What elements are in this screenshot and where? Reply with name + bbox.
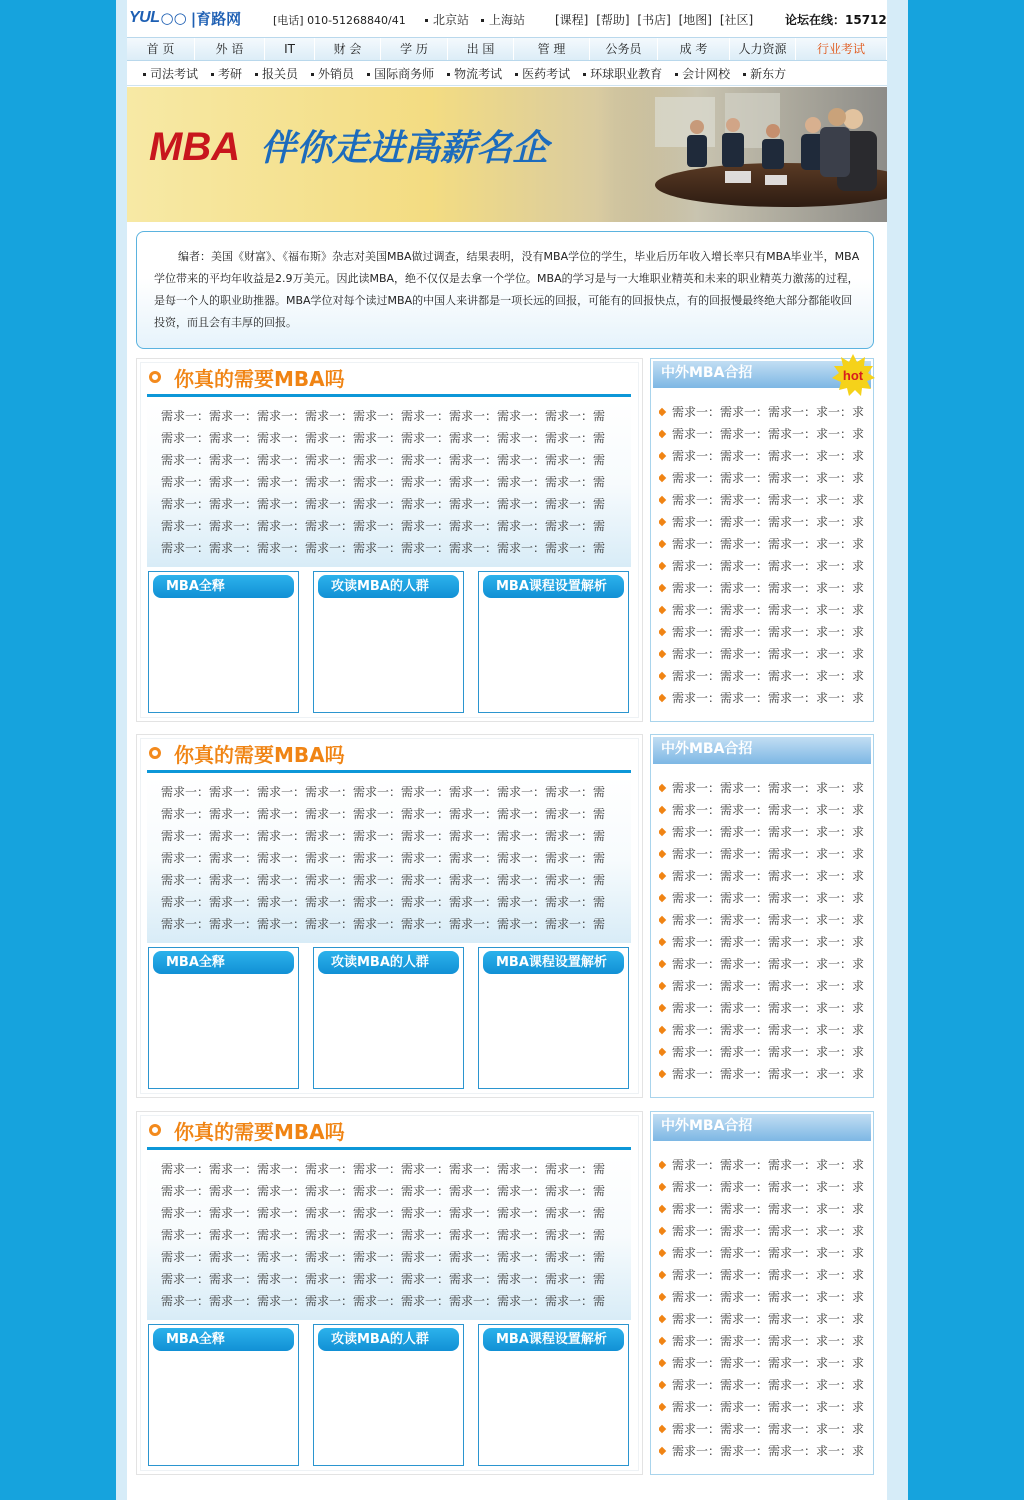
subnav-item-export-sales[interactable]: 外销员	[311, 65, 354, 82]
topic-box-mba-explained	[148, 1324, 299, 1466]
logo-latin: YUL	[129, 9, 160, 26]
diamond-bullet-icon	[659, 650, 666, 658]
intro-box	[136, 231, 874, 349]
title-divider	[147, 1147, 631, 1150]
banner-slogan: 伴你走进高薪名企	[260, 127, 549, 168]
subnav-item-global-edu[interactable]: 环球职业教育	[583, 65, 662, 82]
diamond-bullet-icon	[659, 584, 666, 592]
section-3	[136, 1111, 876, 1475]
banner-mba: MBA	[149, 125, 241, 169]
diamond-bullet-icon	[659, 474, 666, 482]
list-item[interactable]: 需求一：需求一：需求一：需求一：需求一：需求一：需求一：需求一：需求一：需	[161, 519, 606, 533]
topic-box-header[interactable]: MBA课程设置解析	[483, 1328, 624, 1351]
side-list-item[interactable]: 需求一：需求一：需求一：求一：求	[659, 1176, 871, 1198]
side-list-item[interactable]: 需求一：需求一：需求一：求一：求	[659, 665, 871, 687]
list-item[interactable]: 需求一：需求一：需求一：需求一：需求一：需求一：需求一：需求一：需求一：需	[161, 807, 606, 821]
subnav-item-logistics[interactable]: 物流考试	[447, 65, 502, 82]
side-list-item[interactable]: 需求一：需求一：需求一：求一：求	[659, 799, 871, 821]
side-list-item[interactable]: 需求一：需求一：需求一：求一：求	[659, 777, 871, 799]
section-main	[136, 1111, 643, 1475]
side-list-item[interactable]: 需求一：需求一：需求一：求一：求	[659, 1063, 871, 1085]
diamond-bullet-icon	[659, 828, 666, 836]
topic-box-curriculum	[478, 947, 629, 1089]
diamond-bullet-icon	[659, 960, 666, 968]
side-list-item[interactable]: 需求一：需求一：需求一：求一：求	[659, 511, 871, 533]
side-panel-title: 中外MBA合招	[653, 361, 871, 388]
subnav-item-judicial[interactable]: 司法考试	[143, 65, 198, 82]
section-main	[136, 734, 643, 1098]
needs-list	[147, 1154, 631, 1320]
section-title: 你真的需要MBA吗	[149, 740, 345, 766]
list-item[interactable]: 需求一：需求一：需求一：需求一：需求一：需求一：需求一：需求一：需求一：需	[161, 475, 606, 489]
diamond-bullet-icon	[659, 1447, 666, 1455]
nav-item-languages[interactable]: 外 语	[195, 38, 265, 60]
diamond-bullet-icon	[659, 938, 666, 946]
list-item[interactable]: 需求一：需求一：需求一：需求一：需求一：需求一：需求一：需求一：需求一：需	[161, 431, 606, 445]
topic-box-header[interactable]: 攻读MBA的人群	[318, 575, 459, 598]
side-list-item[interactable]: 需求一：需求一：需求一：求一：求	[659, 533, 871, 555]
topic-box-header[interactable]: 攻读MBA的人群	[318, 951, 459, 974]
side-panel	[650, 734, 874, 1098]
side-list-item[interactable]: 需求一：需求一：需求一：求一：求	[659, 1396, 871, 1418]
side-list-item[interactable]: 需求一：需求一：需求一：求一：求	[659, 1198, 871, 1220]
topic-boxes	[148, 571, 630, 713]
side-list-item[interactable]: 需求一：需求一：需求一：求一：求	[659, 1220, 871, 1242]
nav-item-finance[interactable]: 财 会	[315, 38, 381, 60]
side-list-item[interactable]: 需求一：需求一：需求一：求一：求	[659, 599, 871, 621]
nav-item-management[interactable]: 管 理	[514, 38, 590, 60]
banner-headline	[149, 120, 548, 171]
side-list-item[interactable]: 需求一：需求一：需求一：求一：求	[659, 1264, 871, 1286]
subnav-item-postgrad[interactable]: 考研	[211, 65, 242, 82]
side-list-item[interactable]: 需求一：需求一：需求一：求一：求	[659, 1330, 871, 1352]
nav-item-industry-exam[interactable]: 行业考试	[796, 38, 887, 60]
diamond-bullet-icon	[659, 540, 666, 548]
diamond-bullet-icon	[659, 606, 666, 614]
list-item[interactable]: 需求一：需求一：需求一：需求一：需求一：需求一：需求一：需求一：需求一：需	[161, 453, 606, 467]
side-list-item[interactable]: 需求一：需求一：需求一：求一：求	[659, 931, 871, 953]
logo-chinese-name: |育路网	[190, 9, 242, 28]
side-list-item[interactable]: 需求一：需求一：需求一：求一：求	[659, 821, 871, 843]
ring-bullet-icon	[149, 1124, 161, 1136]
nav-item-it[interactable]: IT	[265, 38, 315, 60]
side-list-item[interactable]: 需求一：需求一：需求一：求一：求	[659, 1041, 871, 1063]
diamond-bullet-icon	[659, 1048, 666, 1056]
side-list-item[interactable]: 需求一：需求一：需求一：求一：求	[659, 909, 871, 931]
side-list-item[interactable]: 需求一：需求一：需求一：求一：求	[659, 643, 871, 665]
section-main	[136, 358, 643, 722]
diamond-bullet-icon	[659, 1425, 666, 1433]
nav-item-study-abroad[interactable]: 出 国	[448, 38, 514, 60]
diamond-bullet-icon	[659, 1359, 666, 1367]
diamond-bullet-icon	[659, 628, 666, 636]
list-item[interactable]: 需求一：需求一：需求一：需求一：需求一：需求一：需求一：需求一：需求一：需	[161, 541, 606, 555]
list-item[interactable]: 需求一：需求一：需求一：需求一：需求一：需求一：需求一：需求一：需求一：需	[161, 873, 606, 887]
section-1	[136, 358, 876, 722]
side-panel	[650, 1111, 874, 1475]
title-divider	[147, 394, 631, 397]
side-panel	[650, 358, 874, 722]
topic-box-header[interactable]: MBA全释	[153, 951, 294, 974]
side-list-item[interactable]: 需求一：需求一：需求一：求一：求	[659, 1418, 871, 1440]
side-list-item[interactable]: 需求一：需求一：需求一：求一：求	[659, 1352, 871, 1374]
diamond-bullet-icon	[659, 1315, 666, 1323]
side-list-item[interactable]: 需求一：需求一：需求一：求一：求	[659, 1308, 871, 1330]
side-list-item[interactable]: 需求一：需求一：需求一：求一：求	[659, 1019, 871, 1041]
side-panel-title: 中外MBA合招	[653, 737, 871, 764]
topic-box-target-group	[313, 1324, 464, 1466]
diamond-bullet-icon	[659, 1004, 666, 1012]
side-list-item[interactable]: 需求一：需求一：需求一：求一：求	[659, 1374, 871, 1396]
diamond-bullet-icon	[659, 1337, 666, 1345]
phone-number: [电话] 010-51268840/41	[273, 14, 406, 27]
side-list-item[interactable]: 需求一：需求一：需求一：求一：求	[659, 445, 871, 467]
side-list	[659, 777, 871, 1085]
page-wrapper	[116, 0, 908, 1500]
list-item[interactable]: 需求一：需求一：需求一：需求一：需求一：需求一：需求一：需求一：需求一：需	[161, 1228, 606, 1242]
side-list-item[interactable]: 需求一：需求一：需求一：求一：求	[659, 423, 871, 445]
subnav-item-new-oriental[interactable]: 新东方	[743, 65, 786, 82]
side-list-item[interactable]: 需求一：需求一：需求一：求一：求	[659, 975, 871, 997]
needs-list	[147, 401, 631, 567]
side-list-item[interactable]: 需求一：需求一：需求一：求一：求	[659, 997, 871, 1019]
diamond-bullet-icon	[659, 1403, 666, 1411]
side-list-item[interactable]: 需求一：需求一：需求一：求一：求	[659, 887, 871, 909]
list-item[interactable]: 需求一：需求一：需求一：需求一：需求一：需求一：需求一：需求一：需求一：需	[161, 895, 606, 909]
diamond-bullet-icon	[659, 982, 666, 990]
diamond-bullet-icon	[659, 1381, 666, 1389]
diamond-bullet-icon	[659, 430, 666, 438]
side-list	[659, 1154, 871, 1462]
list-item[interactable]: 需求一：需求一：需求一：需求一：需求一：需求一：需求一：需求一：需求一：需	[161, 1250, 606, 1264]
side-list-item[interactable]: 需求一：需求一：需求一：求一：求	[659, 467, 871, 489]
topic-box-header[interactable]: MBA全释	[153, 575, 294, 598]
nav-item-hr[interactable]: 人力资源	[730, 38, 796, 60]
list-item[interactable]: 需求一：需求一：需求一：需求一：需求一：需求一：需求一：需求一：需求一：需	[161, 1294, 606, 1308]
side-list-item[interactable]: 需求一：需求一：需求一：求一：求	[659, 489, 871, 511]
topic-box-target-group	[313, 947, 464, 1089]
nav-item-home[interactable]: 首 页	[127, 38, 195, 60]
side-list-item[interactable]: 需求一：需求一：需求一：求一：求	[659, 1154, 871, 1176]
nav-item-education[interactable]: 学 历	[381, 38, 448, 60]
topic-box-target-group	[313, 571, 464, 713]
side-list-item[interactable]: 需求一：需求一：需求一：求一：求	[659, 1242, 871, 1264]
top-links	[555, 11, 757, 28]
link-community[interactable]: [社区]	[719, 13, 754, 27]
page-container	[127, 0, 887, 1500]
diamond-bullet-icon	[659, 1227, 666, 1235]
hot-badge-icon	[831, 353, 875, 397]
diamond-bullet-icon	[659, 496, 666, 504]
diamond-bullet-icon	[659, 1249, 666, 1257]
hot-badge-label: hot	[842, 368, 864, 383]
section-2	[136, 734, 876, 1098]
subnav-item-intl-business[interactable]: 国际商务师	[367, 65, 434, 82]
list-item[interactable]: 需求一：需求一：需求一：需求一：需求一：需求一：需求一：需求一：需求一：需	[161, 785, 606, 799]
subnav-item-customs[interactable]: 报关员	[255, 65, 298, 82]
topic-boxes	[148, 1324, 630, 1466]
ring-bullet-icon	[149, 371, 161, 383]
diamond-bullet-icon	[659, 518, 666, 526]
side-panel-title: 中外MBA合招	[653, 1114, 871, 1141]
list-item[interactable]: 需求一：需求一：需求一：需求一：需求一：需求一：需求一：需求一：需求一：需	[161, 1184, 606, 1198]
diamond-bullet-icon	[659, 1205, 666, 1213]
subnav-item-accounting[interactable]: 会计网校	[675, 65, 730, 82]
forum-online-count: 论坛在线：15712	[785, 13, 887, 27]
side-list-item[interactable]: 需求一：需求一：需求一：求一：求	[659, 687, 871, 709]
meeting-photo	[615, 87, 887, 222]
title-divider	[147, 770, 631, 773]
link-courses[interactable]: [课程]	[555, 13, 589, 27]
side-list-item[interactable]: 需求一：需求一：需求一：求一：求	[659, 401, 871, 423]
station-link-beijing[interactable]: 北京站	[425, 11, 469, 28]
diamond-bullet-icon	[659, 872, 666, 880]
topic-boxes	[148, 947, 630, 1089]
diamond-bullet-icon	[659, 1161, 666, 1169]
side-list-item[interactable]: 需求一：需求一：需求一：求一：求	[659, 1440, 871, 1462]
top-bar	[127, 0, 887, 36]
main-nav	[127, 37, 887, 61]
side-list-item[interactable]: 需求一：需求一：需求一：求一：求	[659, 953, 871, 975]
list-item[interactable]: 需求一：需求一：需求一：需求一：需求一：需求一：需求一：需求一：需求一：需	[161, 1272, 606, 1286]
diamond-bullet-icon	[659, 1070, 666, 1078]
list-item[interactable]: 需求一：需求一：需求一：需求一：需求一：需求一：需求一：需求一：需求一：需	[161, 497, 606, 511]
station-link-shanghai[interactable]: 上海站	[481, 11, 525, 28]
diamond-bullet-icon	[659, 1183, 666, 1191]
section-title: 你真的需要MBA吗	[149, 364, 345, 390]
list-item[interactable]: 需求一：需求一：需求一：需求一：需求一：需求一：需求一：需求一：需求一：需	[161, 829, 606, 843]
diamond-bullet-icon	[659, 1271, 666, 1279]
topic-box-header[interactable]: 攻读MBA的人群	[318, 1328, 459, 1351]
topic-box-header[interactable]: MBA课程设置解析	[483, 575, 624, 598]
diamond-bullet-icon	[659, 916, 666, 924]
link-help[interactable]: [帮助]	[596, 13, 630, 27]
topic-box-curriculum	[478, 1324, 629, 1466]
topic-box-header[interactable]: MBA全释	[153, 1328, 294, 1351]
section-title: 你真的需要MBA吗	[149, 1117, 345, 1143]
needs-list	[147, 777, 631, 943]
diamond-bullet-icon	[659, 694, 666, 702]
diamond-bullet-icon	[659, 408, 666, 416]
side-list	[659, 401, 871, 709]
subnav-item-pharma[interactable]: 医药考试	[515, 65, 570, 82]
list-item[interactable]: 需求一：需求一：需求一：需求一：需求一：需求一：需求一：需求一：需求一：需	[161, 1162, 606, 1176]
diamond-bullet-icon	[659, 1293, 666, 1301]
intro-text: 编者：美国《财富》、《福布斯》杂志对美国MBA做过调查，结果表明，没有MBA学位的学生，毕业后历年收入增长率只有MBA毕业半，MBA学位带来的平均年收益是2.9万美元。因此读MBA，绝不仅仅是去拿一个学位。MBA的学习是与一大堆职业精英和未来的职业精英力激荡的过程，是每一个人的职业助推器。MBA学位对每个读过MBA的中国人来讲都是一项长远的回报，可能有的回报快点，有的回报慢最终绝大部分都能收回投资，而且会有丰厚的回报。	[154, 250, 860, 329]
logo-rings-icon: ○○	[160, 9, 187, 27]
side-list-item[interactable]: 需求一：需求一：需求一：求一：求	[659, 621, 871, 643]
diamond-bullet-icon	[659, 672, 666, 680]
link-bookstore[interactable]: [书店]	[637, 13, 671, 27]
topic-box-header[interactable]: MBA课程设置解析	[483, 951, 624, 974]
sub-nav	[127, 62, 887, 86]
site-logo[interactable]	[129, 8, 241, 28]
diamond-bullet-icon	[659, 850, 666, 858]
ring-bullet-icon	[149, 747, 161, 759]
list-item[interactable]: 需求一：需求一：需求一：需求一：需求一：需求一：需求一：需求一：需求一：需	[161, 1206, 606, 1220]
link-map[interactable]: [地图]	[678, 13, 712, 27]
side-list-item[interactable]: 需求一：需求一：需求一：求一：求	[659, 1286, 871, 1308]
diamond-bullet-icon	[659, 894, 666, 902]
topic-box-mba-explained	[148, 571, 299, 713]
list-item[interactable]: 需求一：需求一：需求一：需求一：需求一：需求一：需求一：需求一：需求一：需	[161, 409, 606, 423]
diamond-bullet-icon	[659, 562, 666, 570]
list-item[interactable]: 需求一：需求一：需求一：需求一：需求一：需求一：需求一：需求一：需求一：需	[161, 851, 606, 865]
diamond-bullet-icon	[659, 1026, 666, 1034]
diamond-bullet-icon	[659, 452, 666, 460]
side-list-item[interactable]: 需求一：需求一：需求一：求一：求	[659, 577, 871, 599]
side-list-item[interactable]: 需求一：需求一：需求一：求一：求	[659, 843, 871, 865]
hero-banner[interactable]	[127, 87, 887, 222]
side-list-item[interactable]: 需求一：需求一：需求一：求一：求	[659, 555, 871, 577]
side-list-item[interactable]: 需求一：需求一：需求一：求一：求	[659, 865, 871, 887]
topic-box-mba-explained	[148, 947, 299, 1089]
topic-box-curriculum	[478, 571, 629, 713]
diamond-bullet-icon	[659, 806, 666, 814]
nav-item-civil-servant[interactable]: 公务员	[590, 38, 658, 60]
nav-item-adult-exam[interactable]: 成 考	[658, 38, 730, 60]
diamond-bullet-icon	[659, 784, 666, 792]
list-item[interactable]: 需求一：需求一：需求一：需求一：需求一：需求一：需求一：需求一：需求一：需	[161, 917, 606, 931]
